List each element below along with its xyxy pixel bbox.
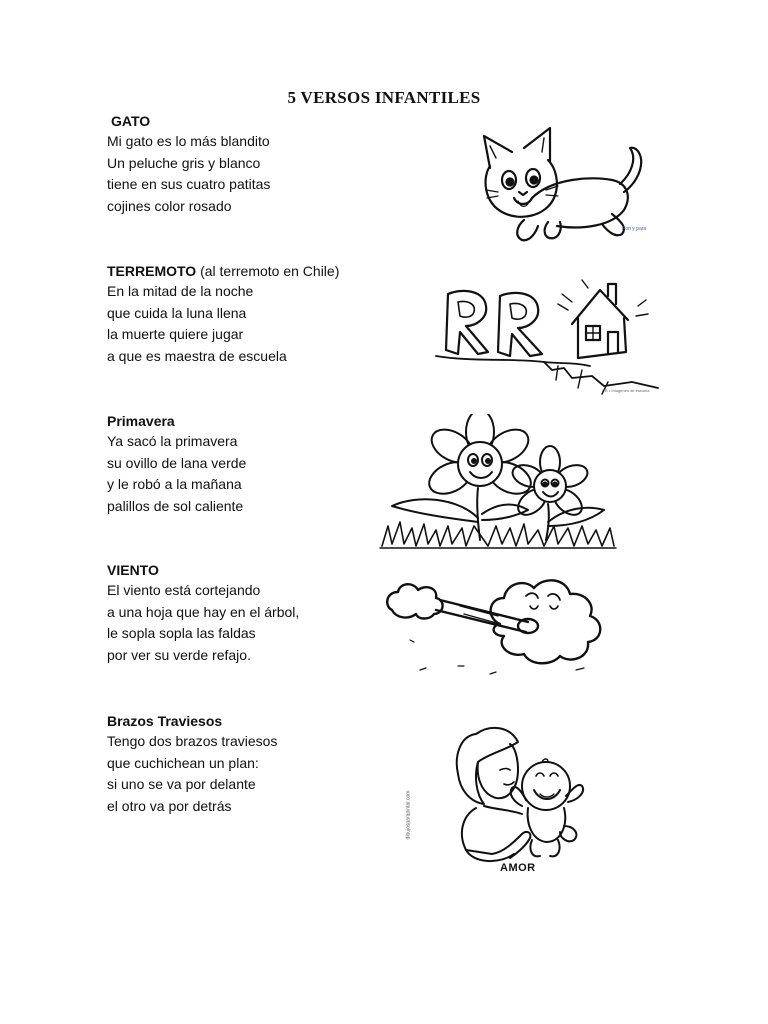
poem-heading-note: (al terremoto en Chile) <box>200 263 340 279</box>
poem-line: cojines color rosado <box>107 197 232 214</box>
poem-terremoto <box>107 261 437 367</box>
poem-heading: GATO <box>111 113 151 129</box>
poem-line: En la mitad de la noche <box>107 283 254 299</box>
poem-line: que cuida la luna llena <box>107 304 247 321</box>
blowing-cloud-illustration <box>380 570 620 680</box>
poem-line: a que es maestra de escuela <box>107 347 287 364</box>
poem-gato <box>107 111 407 217</box>
poem-line: su ovillo de lana verde <box>107 454 247 471</box>
image-credit: dibujosparapintar.com <box>405 790 412 840</box>
poem-heading: Brazos Traviesos <box>107 713 223 729</box>
image-credit: Pon y para <box>622 226 647 232</box>
page-title: 5 VERSOS INFANTILES <box>287 88 481 107</box>
poem-line: y le robó a la mañana <box>107 476 242 492</box>
poem-line: si uno se va por delante <box>107 776 256 792</box>
poem-line: que cuchichean un plan: <box>107 754 259 771</box>
poem-line: a una hoja que hay en el árbol, <box>107 603 300 620</box>
poem-line: Mi gato es lo más blandito <box>107 133 270 149</box>
poem-heading: VIENTO <box>107 562 159 578</box>
poem-line: Tengo dos brazos traviesos <box>107 733 278 749</box>
poem-viento <box>107 560 407 666</box>
poem-line: Un peluche gris y blanco <box>107 154 261 171</box>
poem-heading: TERREMOTO (al terremoto en Chile) <box>107 263 340 279</box>
image-caption: AMOR <box>500 862 536 874</box>
poem-line: tiene en sus cuatro patitas <box>107 176 271 192</box>
smiling-flowers-illustration <box>378 414 618 552</box>
poem-line: El viento está cortejando <box>107 582 261 598</box>
earthquake-rr-house-illustration <box>432 270 660 396</box>
poem-line: por ver su verde refajo. <box>107 646 251 663</box>
poem-heading: Primavera <box>107 413 175 429</box>
cat-illustration <box>462 118 662 250</box>
poem-primavera <box>107 411 407 517</box>
poem-line: le sopla sopla las faldas <box>107 625 256 641</box>
poem-line: Ya sacó la primavera <box>107 433 238 449</box>
mother-and-baby-illustration <box>405 714 634 882</box>
poem-brazos-traviesos <box>107 711 407 817</box>
poem-line: palillos de sol caliente <box>107 497 244 514</box>
poem-line: el otro va por detrás <box>107 797 232 814</box>
poem-line: la muerte quiere jugar <box>107 326 244 342</box>
image-credit: RR • Imagenes de escuela <box>602 388 650 393</box>
